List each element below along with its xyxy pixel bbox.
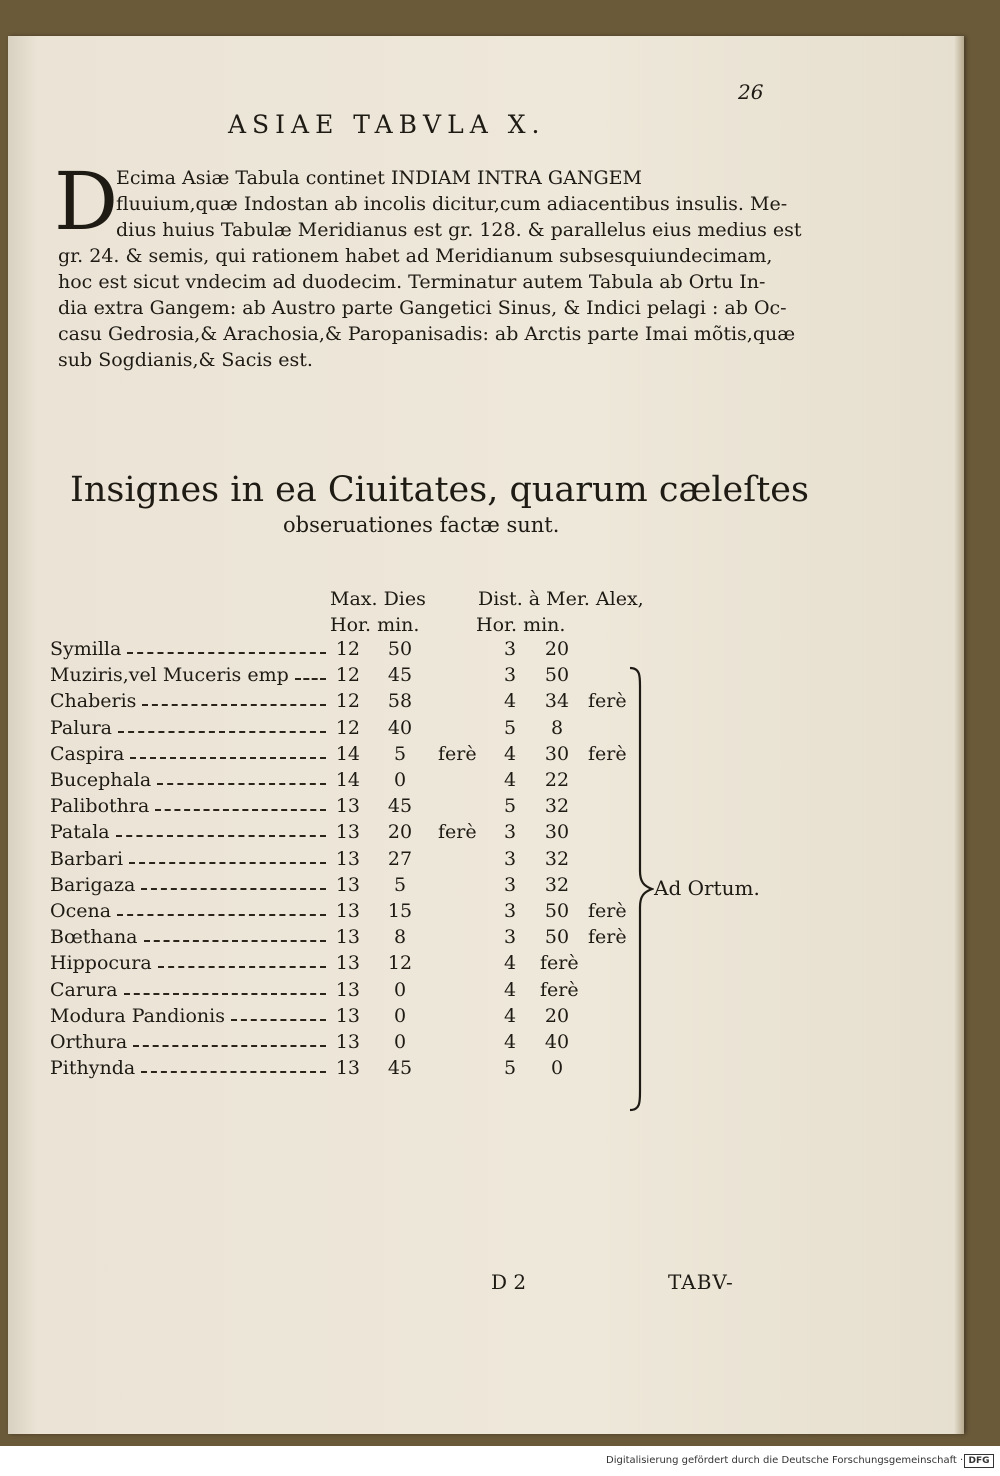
page-number: 26 — [738, 80, 764, 104]
dotted-leader — [141, 1071, 326, 1073]
section-subtitle: obseruationes factæ sunt. — [283, 513, 560, 537]
max-dies-hours: 13 — [335, 821, 360, 844]
intro-line: Ecima Asiæ Tabula continet INDIAM INTRA GANGEM — [116, 167, 642, 189]
max-dies-hours: 12 — [335, 716, 360, 739]
distance-hours: 4 — [503, 1004, 517, 1027]
table-row — [50, 1057, 750, 1083]
page-edge — [954, 36, 964, 1434]
distance-hours: 4 — [503, 742, 517, 765]
max-dies-minutes: 15 — [387, 900, 413, 922]
approx-note: ferè — [588, 690, 627, 713]
max-dies-hours: 14 — [335, 742, 360, 765]
distance-minutes: ferè — [540, 952, 579, 975]
table-row — [50, 690, 750, 716]
approx-note: ferè — [438, 821, 477, 844]
max-dies-hours: 13 — [335, 1057, 360, 1080]
city-name: Carura — [50, 978, 118, 1001]
distance-minutes: 8 — [550, 716, 564, 739]
dotted-leader — [124, 993, 326, 995]
catchword: TABV- — [668, 1270, 734, 1294]
distance-minutes: 34 — [544, 690, 570, 713]
max-dies-minutes: 0 — [393, 1031, 407, 1053]
distance-minutes: 20 — [544, 638, 570, 660]
dotted-leader — [231, 1019, 326, 1021]
distance-minutes: 32 — [544, 847, 570, 870]
signature-mark: D 2 — [491, 1270, 527, 1294]
dotted-leader — [142, 704, 326, 706]
table-row — [50, 1005, 750, 1031]
city-name: Pithynda — [50, 1057, 136, 1080]
distance-hours: 5 — [503, 1057, 517, 1080]
max-dies-minutes: 0 — [393, 978, 407, 1001]
max-dies-hours: 13 — [335, 1031, 360, 1053]
approx-note: ferè — [588, 926, 627, 949]
city-name: Ocena — [50, 900, 112, 922]
max-dies-minutes: 45 — [387, 1057, 413, 1080]
distance-hours: 4 — [503, 1031, 517, 1053]
city-name: Chaberis — [50, 690, 137, 713]
intro-line: dius huius Tabulæ Meridianus est gr. 128. & parallelus eius medius est — [116, 219, 802, 241]
dotted-leader — [127, 652, 326, 654]
intro-line: casu Gedrosia,& Arachosia,& Paropanisadis: ab Arctis parte Imai mõtis,quæ — [58, 323, 796, 345]
city-name: Bœthana — [50, 926, 138, 949]
dotted-leader — [133, 1045, 326, 1047]
distance-minutes: 20 — [544, 1004, 570, 1027]
table-row — [50, 874, 750, 900]
city-name: Orthura — [50, 1031, 128, 1053]
distance-hours: 3 — [503, 900, 517, 922]
header-hor-min: Hor. min. — [476, 614, 566, 636]
approx-note: ferè — [438, 742, 477, 765]
max-dies-hours: 13 — [335, 873, 360, 896]
max-dies-minutes: 45 — [387, 795, 413, 818]
table-row — [50, 979, 750, 1005]
max-dies-hours: 13 — [335, 1004, 360, 1027]
digitization-credit: Digitalisierung gefördert durch die Deutsche Forschungsgemeinschaft · — [606, 1455, 964, 1466]
dotted-leader — [158, 966, 326, 968]
distance-hours: 3 — [503, 638, 517, 660]
max-dies-hours: 13 — [335, 900, 360, 922]
max-dies-minutes: 27 — [387, 847, 413, 870]
max-dies-hours: 13 — [335, 847, 360, 870]
max-dies-minutes: 40 — [387, 716, 413, 739]
table-row — [50, 900, 750, 926]
table-row — [50, 664, 750, 690]
table-row — [50, 743, 750, 769]
city-name: Muziris,vel Muceris emp — [50, 664, 289, 687]
table-row — [50, 795, 750, 821]
city-name: Hippocura — [50, 952, 152, 975]
distance-minutes: 50 — [544, 664, 570, 687]
dfg-logo: DFG — [964, 1454, 994, 1468]
city-name: Barbari — [50, 847, 124, 870]
distance-hours: 5 — [503, 716, 517, 739]
intro-line: fluuium,quæ Indostan ab incolis dicitur,cum adiacentibus insulis. Me- — [116, 193, 788, 215]
max-dies-hours: 13 — [335, 795, 360, 818]
book-page — [8, 36, 964, 1434]
city-name: Bucephala — [50, 769, 152, 791]
max-dies-minutes: 12 — [387, 952, 413, 975]
max-dies-minutes: 45 — [387, 664, 413, 687]
max-dies-minutes: 58 — [387, 690, 413, 713]
distance-minutes: 22 — [544, 769, 570, 791]
dotted-leader — [116, 835, 326, 837]
distance-hours: 3 — [503, 926, 517, 949]
distance-minutes: 0 — [550, 1057, 564, 1080]
section-title: Insignes in ea Ciuitates, quarum cæleſtes — [70, 470, 809, 510]
max-dies-hours: 13 — [335, 926, 360, 949]
header-distance: Dist. à Mer. Alex, — [478, 588, 644, 610]
table-row — [50, 769, 750, 795]
table-row — [50, 1031, 750, 1057]
distance-minutes: 50 — [544, 926, 570, 949]
max-dies-hours: 14 — [335, 769, 360, 791]
max-dies-minutes: 50 — [387, 638, 413, 660]
distance-hours: 3 — [503, 847, 517, 870]
max-dies-minutes: 0 — [393, 769, 407, 791]
distance-minutes: 30 — [544, 742, 570, 765]
header-hor-min: Hor. min. — [330, 614, 420, 636]
max-dies-hours: 12 — [335, 638, 360, 660]
table-row — [50, 952, 750, 978]
distance-minutes: 32 — [544, 873, 570, 896]
distance-minutes: 30 — [544, 821, 570, 844]
max-dies-minutes: 8 — [393, 926, 407, 949]
table-row — [50, 926, 750, 952]
max-dies-minutes: 20 — [387, 821, 413, 844]
drop-cap: D — [54, 155, 119, 248]
intro-line: sub Sogdianis,& Sacis est. — [58, 349, 313, 371]
city-name: Modura Pandionis — [50, 1004, 225, 1027]
intro-line: hoc est sicut vndecim ad duodecim. Terminatur autem Tabula ab Ortu In- — [58, 271, 766, 293]
dotted-leader — [118, 731, 326, 733]
max-dies-hours: 12 — [335, 664, 360, 687]
dotted-leader — [129, 862, 326, 864]
max-dies-minutes: 5 — [393, 742, 407, 765]
dotted-leader — [141, 888, 326, 890]
city-name: Palibothra — [50, 795, 150, 818]
max-dies-minutes: 0 — [393, 1004, 407, 1027]
table-row — [50, 821, 750, 847]
table-row — [50, 717, 750, 743]
intro-line: dia extra Gangem: ab Austro parte Gangetici Sinus, & Indici pelagi : ab Oc- — [58, 297, 787, 319]
table-row — [50, 848, 750, 874]
dotted-leader — [130, 757, 326, 759]
running-title: ASIAE TABVLA X. — [228, 110, 546, 139]
approx-note: ferè — [588, 742, 627, 765]
table-row — [50, 638, 750, 664]
distance-hours: 4 — [503, 769, 517, 791]
distance-hours: 3 — [503, 664, 517, 687]
max-dies-minutes: 5 — [393, 873, 407, 896]
distance-hours: 4 — [503, 978, 517, 1001]
distance-hours: 3 — [503, 821, 517, 844]
distance-minutes: 40 — [544, 1031, 570, 1053]
dotted-leader — [157, 783, 326, 785]
distance-minutes: 50 — [544, 900, 570, 922]
dotted-leader — [155, 809, 326, 811]
distance-minutes: ferè — [540, 978, 579, 1001]
distance-hours: 3 — [503, 873, 517, 896]
dotted-leader — [117, 914, 326, 916]
distance-hours: 5 — [503, 795, 517, 818]
city-name: Symilla — [50, 638, 122, 660]
dotted-leader — [144, 940, 326, 942]
max-dies-hours: 12 — [335, 690, 360, 713]
distance-minutes: 32 — [544, 795, 570, 818]
intro-line: gr. 24. & semis, qui rationem habet ad Meridianum subsesquiundecimam, — [58, 245, 773, 267]
brace-label: Ad Ortum. — [654, 876, 760, 900]
city-name: Barigaza — [50, 873, 136, 896]
dotted-leader — [295, 678, 326, 680]
max-dies-hours: 13 — [335, 978, 360, 1001]
city-name: Patala — [50, 821, 110, 844]
max-dies-hours: 13 — [335, 952, 360, 975]
approx-note: ferè — [588, 900, 627, 922]
city-name: Caspira — [50, 742, 125, 765]
header-max-dies: Max. Dies — [330, 588, 426, 610]
distance-hours: 4 — [503, 952, 517, 975]
distance-hours: 4 — [503, 690, 517, 713]
city-name: Palura — [50, 716, 112, 739]
